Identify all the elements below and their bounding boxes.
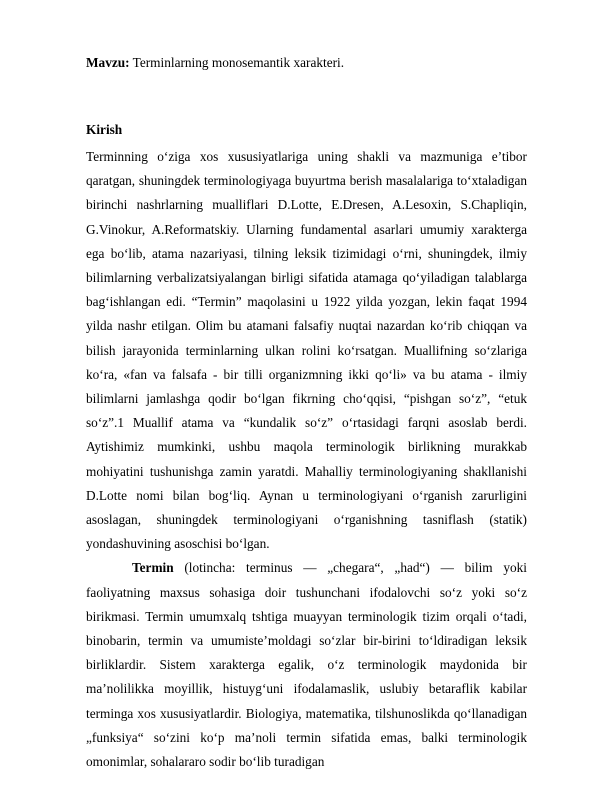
paragraph-1: Terminning o‘ziga xos xususiyatlariga uning shakli va mazmuniga e’tibor qaratgan, shuningdek terminologiyaga buyurtma berish masalalariga to‘xtaladigan birinchi nashrlarning mualliflari D.Lotte, E.Dresen, A.Lesoxin, S.Chapliqin, G.Vinokur, A.Reformatskiy. Ularning fundamental asarlari umumiy xarakterga ega bo‘lib, atama nazariyasi, tilning leksik tizimidagi o‘rni, shuningdek, ilmiy bilimlarning verbalizatsiyalangan birligi sifatida atamaga qo‘yiladigan talablarga bag‘ishlangan edi. “Termin” maqolasini u 1922 yilda yozgan, lekin faqat 1994 yilda nashr etilgan. Olim bu atamani falsafiy nuqtai nazardan ko‘rib chiqqan va bilish jarayonida terminlarning ulkan rolini ko‘rsatgan. Muallifning so‘zlariga ko‘ra, «fan va falsafa - bir tilli organizmning ikki qo‘li» va bu atama - ilmiy bilimlarni jamlashga qodir bo‘lgan fikrning cho‘qqisi, “pishgan so‘z”, “etuk so‘z”.1 Muallif atama va “kundalik so‘z” o‘rtasidagi farqni asoslab berdi. Aytishimiz mumkinki, ushbu maqola terminologik birlikning murakkab mohiyatini tushunishga zamin yaratdi. Mahalliy terminologiyaning shakllanishi D.Lotte nomi bilan bog‘liq. Aynan u terminologiyani o‘rganish zarurligini asoslagan, shuningdek terminologiyani o‘rganishning tasniflash (statik) yondashuvining asoschisi bo‘lgan. — [86, 149, 527, 552]
section-heading: Kirish — [86, 122, 123, 137]
topic-text: Terminlarning monosemantik xarakteri. — [129, 55, 345, 70]
paragraph-2-text: (lotincha: terminus — „chegara“, „had“) — bilim yoki faoliyatning maxsus sohasiga doir tushunchani ifodalovchi so‘z yoki so‘z birikmasi. Termin umumxalq tshtiga muayyan terminologik tizim orqali o‘tadi, binobarin, termin va umumiste’moldagi so‘zlar bir-birini to‘ldiradigan leksik birliklardir. Sistem xarakterga egalik, o‘z terminologik maydonida bir ma’nolilikka moyillik, histuyg‘uni ifodalamaslik, uslubiy betaraflik kabilar terminga xos xususiyatlardir. Biologiya, matematika, tilshunoslikda qo‘llanadigan „funksiya“ so‘zini ko‘p ma’noli termin sifatida emas, balki terminologik omonimlar, sohalararo sodir bo‘lib turadigan — [86, 560, 527, 770]
term-highlight: Termin — [132, 560, 174, 576]
topic-line — [86, 54, 527, 72]
topic-label: Mavzu: — [86, 55, 130, 70]
paragraph-2 — [86, 556, 527, 774]
document-page — [86, 54, 527, 774]
